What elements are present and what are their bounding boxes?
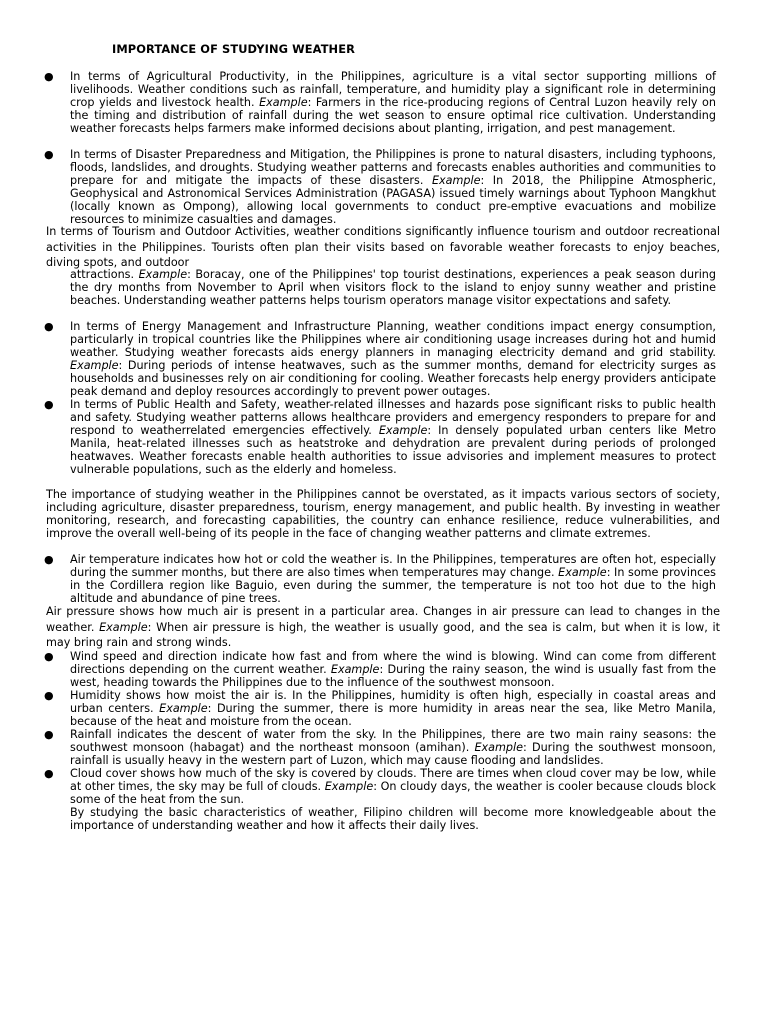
paragraph-text: In terms of Public Health and Safety, weather-related illnesses and hazards pose significant risks to public health and safety. Studying weather patterns allows healthcare providers and emergency responders to prepare for and respond to weatherrelated emergencies effectively. bbox=[70, 398, 716, 437]
bullet-icon: ● bbox=[44, 553, 54, 566]
list-item-disaster bbox=[44, 149, 716, 226]
example-label: Example bbox=[70, 358, 119, 372]
example-label: Example bbox=[138, 268, 188, 281]
paragraph-text: : During the summer, there is more humidity in areas near the sea, like Metro Manila, because of the heat and moisture from the ocean. bbox=[70, 701, 716, 728]
paragraph-text: Rainfall indicates the descent of water from the sky. In the Philippines, there are two main rainy seasons: the southwest monsoon (habagat) and the northeast monsoon (amihan). bbox=[70, 728, 716, 754]
example-label: Example bbox=[99, 620, 148, 634]
example-label: Example bbox=[330, 662, 380, 676]
paragraph-text: Cloud cover shows how much of the sky is covered by clouds. There are times when cloud cover may be low, while at other times, the sky may be full of clouds. bbox=[70, 767, 716, 793]
paragraph-text: In terms of Energy Management and Infrastructure Planning, weather conditions impact energy consumption, particularly in tropical countries like the Philippines where air conditioning usage increases during hot and humid weather. Studying weather forecasts aids energy planners in managing electricity demand and grid stability. bbox=[70, 320, 716, 359]
paragraph-text: : In 2018, the Philippine Atmospheric, Geophysical and Astronomical Services Administration (PAGASA) issued timely warnings about Typhoon Mangkhut (locally known as Ompong), allowing local governments to conduct pre-emptive evacuations and mobilize resources to minimize casualties and damages. bbox=[70, 173, 717, 226]
example-label: Example bbox=[259, 95, 308, 109]
bullet-icon: ● bbox=[44, 767, 54, 780]
paragraph-text: : In some provinces in the Cordillera region like Baguio, even during the summer, the temperature is not too hot due to the high altitude and abundance of pine trees. bbox=[70, 565, 716, 605]
list-item-health bbox=[44, 399, 716, 476]
paragraph-text: Air pressure shows how much air is present in a particular area. Changes in air pressure can lead to changes in the weather. bbox=[46, 605, 720, 634]
paragraph-closing: By studying the basic characteristics of weather, Filipino children will become more knowledgeable about the importance of understanding weather and how it affects their daily lives. bbox=[70, 806, 716, 832]
paragraph-text: : During the southwest monsoon, rainfall is usually heavy in the western part of Luzon, which may cause flooding and landslides. bbox=[70, 740, 716, 767]
paragraph-text: : Farmers in the rice-producing regions of Central Luzon heavily rely on the timing and distribution of rainfall during the wet season to ensure optimal rice cultivation. Understanding weather forecasts helps farmers make informed decisions about planting, irrigation, and pest management. bbox=[70, 95, 716, 135]
paragraph-text: : During the rainy season, the wind is usually fast from the west, heading towards the Philippines due to the influence of the southwest monsoon. bbox=[70, 662, 716, 689]
list-item-energy bbox=[44, 321, 716, 398]
list-item-wind bbox=[44, 651, 716, 690]
example-label: Example bbox=[159, 701, 208, 715]
example-label: Example bbox=[324, 779, 374, 793]
list-item-agriculture bbox=[44, 71, 716, 136]
example-label: Example bbox=[378, 423, 428, 437]
list-item-rainfall bbox=[44, 729, 716, 768]
paragraph-text: Air temperature indicates how hot or cold the weather is. In the Philippines, temperatures are often hot, especially during the summer months, but there are also times when temperatures may change. bbox=[70, 553, 716, 579]
bullet-icon: ● bbox=[44, 148, 54, 161]
paragraph-air-pressure bbox=[46, 604, 720, 651]
paragraph-summary: The importance of studying weather in the Philippines cannot be overstated, as it impacts various sectors of society, including agriculture, disaster preparedness, tourism, energy management, and public health. By investing in weather monitoring, research, and forecasting capabilities, the country can enhance resilience, reduce vulnerabilities, and improve the overall well-being of its people in the face of changing weather patterns and climate extremes. bbox=[46, 488, 720, 540]
bullet-icon: ● bbox=[44, 650, 54, 663]
example-label: Example bbox=[558, 565, 607, 579]
bullet-icon: ● bbox=[44, 320, 54, 333]
list-item-temperature bbox=[44, 554, 716, 606]
paragraph-tourism: In terms of Tourism and Outdoor Activities, weather conditions significantly influence tourism and outdoor recreational activities in the Philippines. Tourists often plan their visits based on favorable weather forecasts to enjoy beaches, diving spots, and outdoor bbox=[46, 225, 720, 269]
paragraph-text: In terms of Disaster Preparedness and Mitigation, the Philippines is prone to natural disasters, including typhoons, floods, landslides, and droughts. Studying weather patterns and forecasts enables authorities and communities to prepare for and mitigate the impacts of these disasters. bbox=[70, 148, 716, 187]
paragraph-text: : On cloudy days, the weather is cooler because clouds block some of the heat from the sun. bbox=[70, 779, 716, 806]
bullet-icon: ● bbox=[44, 70, 54, 83]
bullet-icon: ● bbox=[44, 689, 54, 702]
list-item-humidity bbox=[44, 690, 716, 729]
paragraph-text: : When air pressure is high, the weather is usually good, and the sea is calm, but when it is low, it may bring rain and strong winds. bbox=[46, 620, 721, 649]
paragraph-text: : During periods of intense heatwaves, such as the summer months, demand for electricity surges as households and businesses rely on air conditioning for cooling. Weather forecasts help energy providers anticipate peak demand and deploy resources accordingly to prevent power outages. bbox=[70, 358, 716, 398]
example-label: Example bbox=[474, 740, 523, 754]
paragraph-text: In terms of Agricultural Productivity, in the Philippines, agriculture is a vital sector supporting millions of livelihoods. Weather conditions such as rainfall, temperature, and humidity play a significant role in determining crop yields and livestock health. bbox=[70, 70, 716, 109]
paragraph-text: attractions. bbox=[70, 268, 139, 281]
document-title: IMPORTANCE OF STUDYING WEATHER bbox=[112, 42, 355, 56]
paragraph-text: : Boracay, one of the Philippines' top tourist destinations, experiences a peak season during the dry months from November to April when visitors flock to the island to enjoy sunny weather and pristine beaches. Understanding weather patterns helps tourism operators manage visitor expectations and safety. bbox=[70, 268, 716, 307]
list-item-cloud-cover bbox=[44, 768, 716, 807]
paragraph-text: Wind speed and direction indicate how fast and from where the wind is blowing. Wind can come from different directions depending on the current weather. bbox=[70, 650, 716, 676]
bullet-icon: ● bbox=[44, 728, 54, 741]
paragraph-text: Humidity shows how moist the air is. In the Philippines, humidity is often high, especially in coastal areas and urban centers. bbox=[70, 689, 716, 715]
paragraph-tourism-continued bbox=[70, 269, 716, 308]
example-label: Example bbox=[431, 173, 481, 187]
paragraph-text: : In densely populated urban centers like Metro Manila, heat-related illnesses such as heatstroke and dehydration are prevalent during periods of prolonged heatwaves. Weather forecasts enable health authorities to issue advisories and implement measures to protect vulnerable populations, such as the elderly and homeless. bbox=[70, 423, 716, 476]
bullet-icon: ● bbox=[44, 398, 54, 411]
